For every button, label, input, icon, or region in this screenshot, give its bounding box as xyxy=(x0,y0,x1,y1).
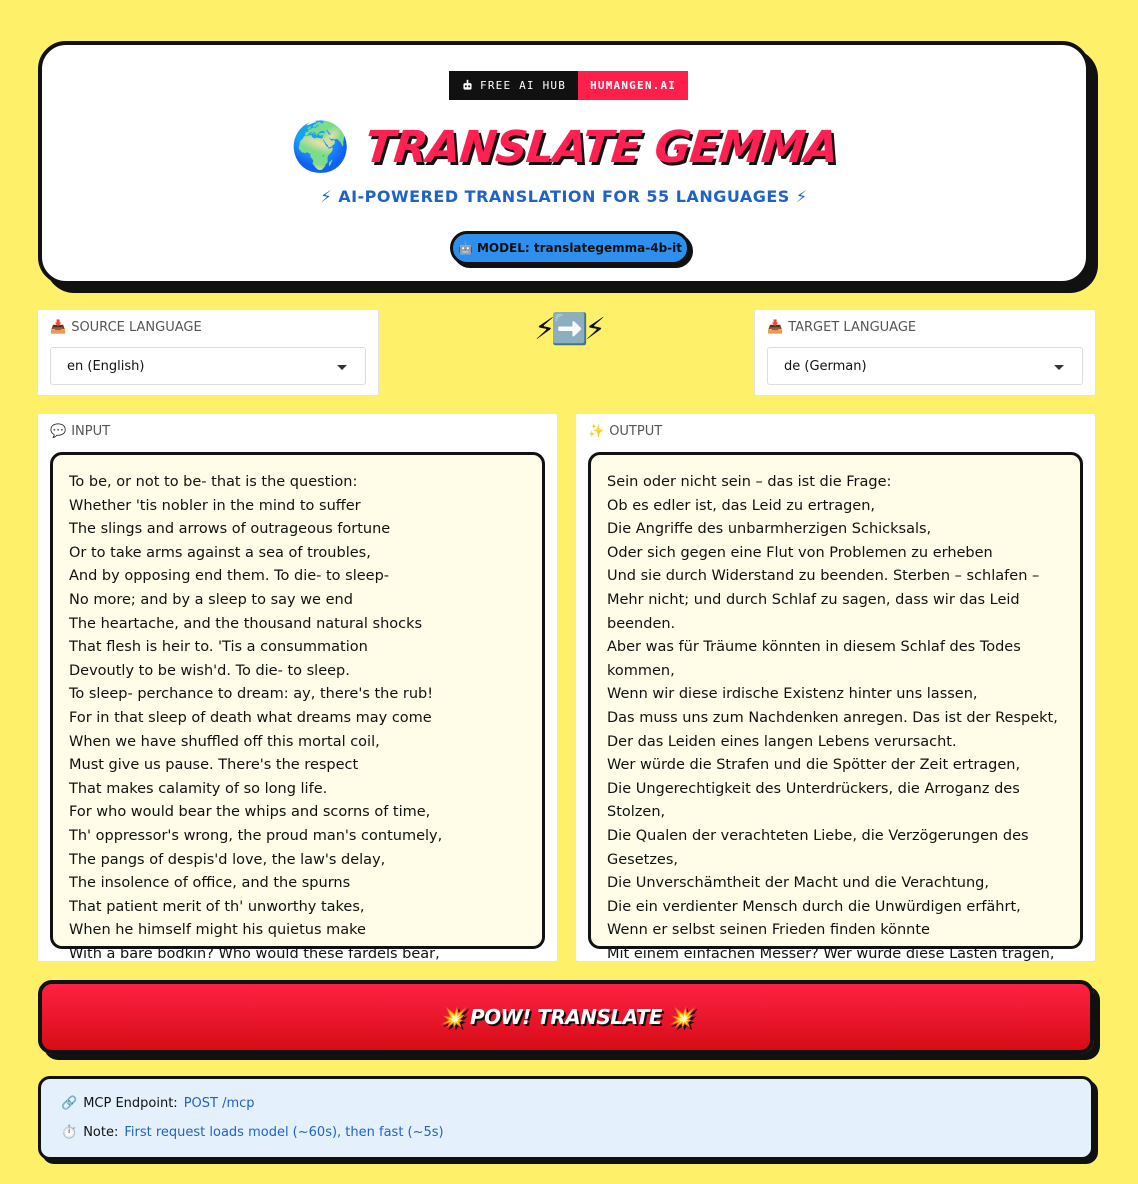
input-label-row xyxy=(50,424,110,439)
input-textarea[interactable]: To be, or not to be- that is the question: Whether 'tis nobler in the mind to suffer The slings and arrows of outrageous fortune Or to take arms against a sea of troubles, And by opposing end them. To die- to sleep- No more; and by a sleep to say we end The heartache, and the thousand natural shocks That flesh is heir to. 'Tis a consummation Devoutly to be wish'd. To die- to sleep. To sleep- perchance to dream: ay, there's the rub! For in that sleep of death what dreams may come When we have shuffled off this mortal coil, Must give us pause. There's the respect That makes calamity of so long life. For who would bear the whips and scorns of time, Th' oppressor's wrong, the proud man's contumely, The pangs of despis'd love, the law's delay, The insolence of office, and the spurns That patient merit of th' unworthy takes, When he himself might his quietus make With a bare bodkin? Who would these fardels bear, xyxy=(50,452,545,949)
output-textarea[interactable]: Sein oder nicht sein – das ist die Frage: Ob es edler ist, das Leid zu ertragen, Die Angriffe des unbarmherzigen Schicksals, Oder sich gegen eine Flut von Problemen zu erheben Und sie durch Widerstand zu beenden. Sterben – schlafen – Mehr nicht; und durch Schlaf zu sagen, dass wir das Leid beenden. Aber was für Träume könnten in diesem Schlaf des Todes kommen, Wenn wir diese irdische Existenz hinter uns lassen, Das muss uns zum Nachdenken anregen. Das ist der Respekt, Der das Leiden eines langen Lebens verursacht. Wer würde die Strafen und die Spötter der Zeit ertragen, Die Ungerechtigkeit des Unterdrückers, die Arroganz des Stolzen, Die Qualen der verachteten Liebe, die Verzögerungen des Gesetzes, Die Unverschämtheit der Macht und die Verachtung, Die ein verdienter Mensch durch die Unwürdigen erfährt, Wenn er selbst seinen Frieden finden könnte Mit einem einfachen Messer? Wer würde diese Lasten tragen, xyxy=(588,452,1083,949)
source-language-value: en (English) xyxy=(67,359,145,374)
target-language-select[interactable] xyxy=(767,347,1083,385)
translate-button[interactable] xyxy=(38,980,1094,1054)
chevron-down-icon xyxy=(337,365,347,370)
robot-icon xyxy=(461,79,474,92)
output-card xyxy=(575,413,1096,962)
model-badge xyxy=(450,231,690,265)
page-title: TRANSLATE GEMMA xyxy=(361,121,840,173)
note-row xyxy=(61,1125,444,1140)
inbox-icon: 📥 xyxy=(50,320,67,335)
hub-badge[interactable] xyxy=(449,71,688,100)
target-language-value: de (German) xyxy=(784,359,867,374)
info-panel xyxy=(38,1076,1094,1160)
hub-right-link[interactable]: HUMANGEN.AI xyxy=(578,71,688,100)
translate-button-label: POW! TRANSLATE xyxy=(469,1005,663,1029)
link-icon: 🔗 xyxy=(61,1096,78,1111)
page-subtitle: ⚡ AI-POWERED TRANSLATION FOR 55 LANGUAGES ⚡ xyxy=(320,187,808,206)
title-row xyxy=(42,117,1086,177)
explosion-icon: 💥 xyxy=(439,1005,464,1029)
chevron-down-icon xyxy=(1054,365,1064,370)
output-label-row xyxy=(588,424,662,439)
endpoint-row xyxy=(61,1096,255,1111)
model-label: MODEL: translategemma-4b-it xyxy=(476,241,682,255)
robot-icon: 🤖 xyxy=(458,241,473,255)
explosion-icon: 💥 xyxy=(668,1005,693,1029)
output-label: OUTPUT xyxy=(609,424,663,439)
target-language-card xyxy=(754,309,1096,396)
hub-left[interactable] xyxy=(449,71,578,100)
sparkles-icon: ✨ xyxy=(588,424,605,439)
note-key: Note: xyxy=(83,1125,119,1140)
inbox-icon: 📥 xyxy=(767,320,784,335)
target-language-label: TARGET LANGUAGE xyxy=(788,320,917,335)
header-card xyxy=(38,41,1090,285)
hub-left-label: FREE AI HUB xyxy=(480,79,567,92)
stopwatch-icon: ⏱️ xyxy=(61,1125,78,1140)
source-language-label: SOURCE LANGUAGE xyxy=(71,320,202,335)
endpoint-value: POST /mcp xyxy=(183,1096,255,1111)
speech-bubble-icon: 💬 xyxy=(50,424,67,439)
source-language-label-row xyxy=(50,320,202,335)
note-value: First request loads model (~60s), then fast (~5s) xyxy=(124,1125,444,1140)
target-language-label-row xyxy=(767,320,916,335)
endpoint-key: MCP Endpoint: xyxy=(83,1096,178,1111)
source-language-select[interactable] xyxy=(50,347,366,385)
input-card xyxy=(37,413,558,962)
globe-icon: 🌍 xyxy=(290,119,351,175)
input-label: INPUT xyxy=(71,424,111,439)
swap-icon: ⚡➡️⚡ xyxy=(534,312,602,347)
source-language-card xyxy=(37,309,379,396)
